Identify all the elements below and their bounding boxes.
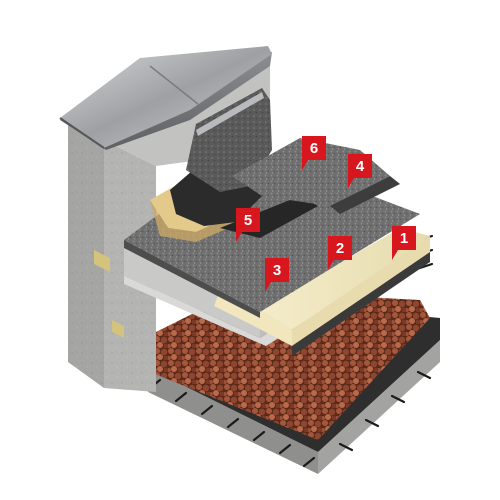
marker-number: 3 [272,262,282,279]
marker-number: 2 [335,240,345,257]
marker-number: 1 [399,230,409,247]
marker-number: 4 [355,158,365,175]
marker-number: 5 [243,212,253,229]
marker-number: 6 [309,140,319,157]
